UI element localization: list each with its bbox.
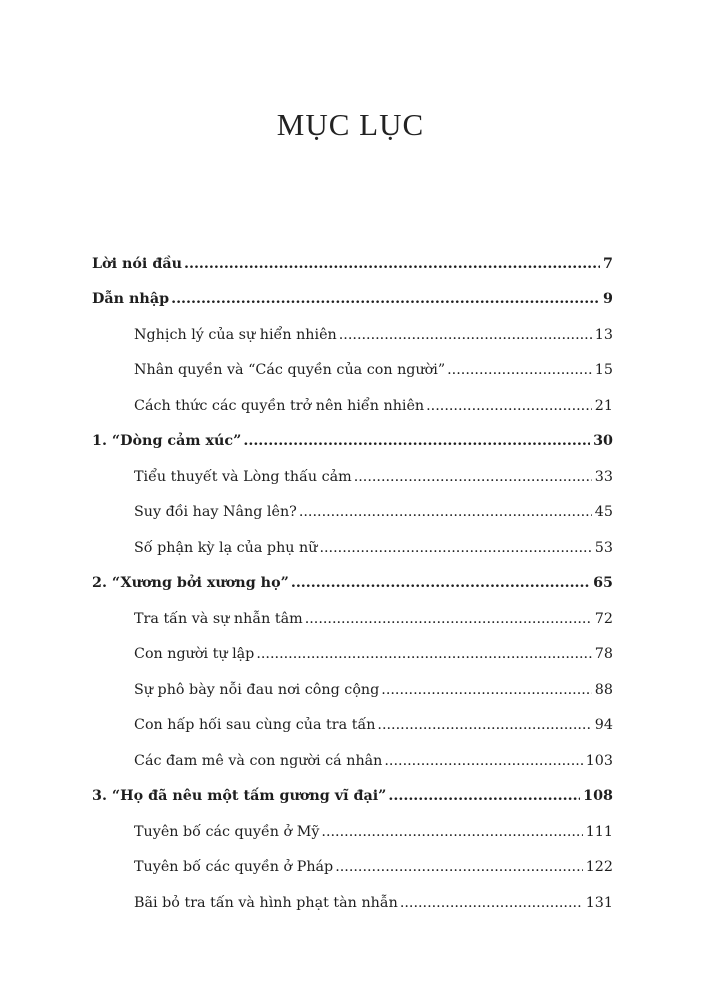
toc-subentry[interactable] xyxy=(134,637,613,673)
toc-subentry[interactable] xyxy=(134,814,613,850)
toc-entry[interactable] xyxy=(92,566,613,602)
dot-leader xyxy=(400,894,583,912)
dot-leader xyxy=(171,290,600,308)
toc-entry-title: Suy đồi hay Nâng lên? xyxy=(134,504,297,521)
toc-entry-page: 131 xyxy=(585,894,613,911)
toc-entry-title: 1. “Dòng cảm xúc” xyxy=(92,433,242,450)
toc-entry-page: 45 xyxy=(594,504,613,521)
toc-entry-page: 72 xyxy=(594,610,613,627)
toc-entry-page: 13 xyxy=(594,326,613,343)
toc-subentry[interactable] xyxy=(134,495,613,531)
toc-entry-page: 21 xyxy=(594,397,613,414)
toc-entry-page: 78 xyxy=(594,646,613,663)
toc-entry-page: 33 xyxy=(594,468,613,485)
toc-entry-page: 30 xyxy=(593,433,613,450)
dot-leader xyxy=(321,823,582,841)
toc-entry[interactable] xyxy=(92,246,613,282)
toc-entry-title: Nghịch lý của sự hiển nhiên xyxy=(134,326,337,343)
dot-leader xyxy=(388,787,580,805)
toc-entry-page: 9 xyxy=(603,291,613,308)
dot-leader xyxy=(447,361,592,379)
toc-entry-title: Số phận kỳ lạ của phụ nữ xyxy=(134,539,318,556)
toc-entry-page: 111 xyxy=(585,823,613,840)
dot-leader xyxy=(184,255,600,273)
toc-entry-title: Tra tấn và sự nhẫn tâm xyxy=(134,610,303,627)
toc-entry-page: 88 xyxy=(594,681,613,698)
toc-entry-title: Con người tự lập xyxy=(134,646,255,663)
toc-entry-title: Các đam mê và con người cá nhân xyxy=(134,752,383,769)
dot-leader xyxy=(381,681,592,699)
toc-subentry[interactable] xyxy=(134,885,613,921)
dot-leader xyxy=(243,432,590,450)
dot-leader xyxy=(291,574,590,592)
toc-entry-page: 65 xyxy=(593,575,613,592)
toc-subentry[interactable] xyxy=(134,708,613,744)
toc-subentry[interactable] xyxy=(134,530,613,566)
toc-subentry[interactable] xyxy=(134,388,613,424)
toc-subentry[interactable] xyxy=(134,353,613,389)
dot-leader xyxy=(305,610,592,628)
toc-entry-page: 122 xyxy=(585,859,613,876)
dot-leader xyxy=(339,326,592,344)
toc-entry-title: Sự phô bày nỗi đau nơi công cộng xyxy=(134,681,380,698)
toc-subentry[interactable] xyxy=(134,672,613,708)
dot-leader xyxy=(377,716,591,734)
toc-subentry[interactable] xyxy=(134,459,613,495)
toc-entry-title: Con hấp hối sau cùng của tra tấn xyxy=(134,717,376,734)
toc-entry[interactable] xyxy=(92,282,613,318)
toc-entry-title: Nhân quyền và “Các quyền của con người” xyxy=(134,362,446,379)
toc-entry-title: Cách thức các quyền trở nên hiển nhiên xyxy=(134,397,425,414)
toc-entry-page: 7 xyxy=(603,255,613,272)
dot-leader xyxy=(256,645,591,663)
toc-subentry[interactable] xyxy=(134,317,613,353)
page-title: MỤC LỤC xyxy=(276,106,425,142)
toc-entry-title: 2. “Xương bởi xương họ” xyxy=(92,575,289,592)
toc-entry-page: 103 xyxy=(585,752,613,769)
toc-subentry[interactable] xyxy=(134,743,613,779)
dot-leader xyxy=(354,468,592,486)
toc-entry-title: 3. “Họ đã nêu một tấm gương vĩ đại” xyxy=(92,788,387,805)
dot-leader xyxy=(335,858,583,876)
toc-subentry[interactable] xyxy=(134,850,613,886)
toc-entry-title: Tuyên bố các quyền ở Pháp xyxy=(134,859,334,876)
toc-entry-title: Dẫn nhập xyxy=(92,291,170,308)
toc-entry-page: 15 xyxy=(594,362,613,379)
dot-leader xyxy=(319,539,591,557)
toc-entry[interactable] xyxy=(92,779,613,815)
dot-leader xyxy=(299,503,592,521)
table-of-contents xyxy=(0,246,701,921)
toc-entry-title: Tuyên bố các quyền ở Mỹ xyxy=(134,823,320,840)
toc-subentry[interactable] xyxy=(134,601,613,637)
toc-entry-page: 53 xyxy=(594,539,613,556)
toc-entry-title: Tiểu thuyết và Lòng thấu cảm xyxy=(134,468,352,485)
toc-entry[interactable] xyxy=(92,424,613,460)
dot-leader xyxy=(384,752,582,770)
toc-entry-title: Lời nói đầu xyxy=(92,255,182,272)
toc-entry-page: 108 xyxy=(583,788,613,805)
dot-leader xyxy=(426,397,592,415)
toc-entry-title: Bãi bỏ tra tấn và hình phạt tàn nhẫn xyxy=(134,894,398,911)
toc-entry-page: 94 xyxy=(594,717,613,734)
